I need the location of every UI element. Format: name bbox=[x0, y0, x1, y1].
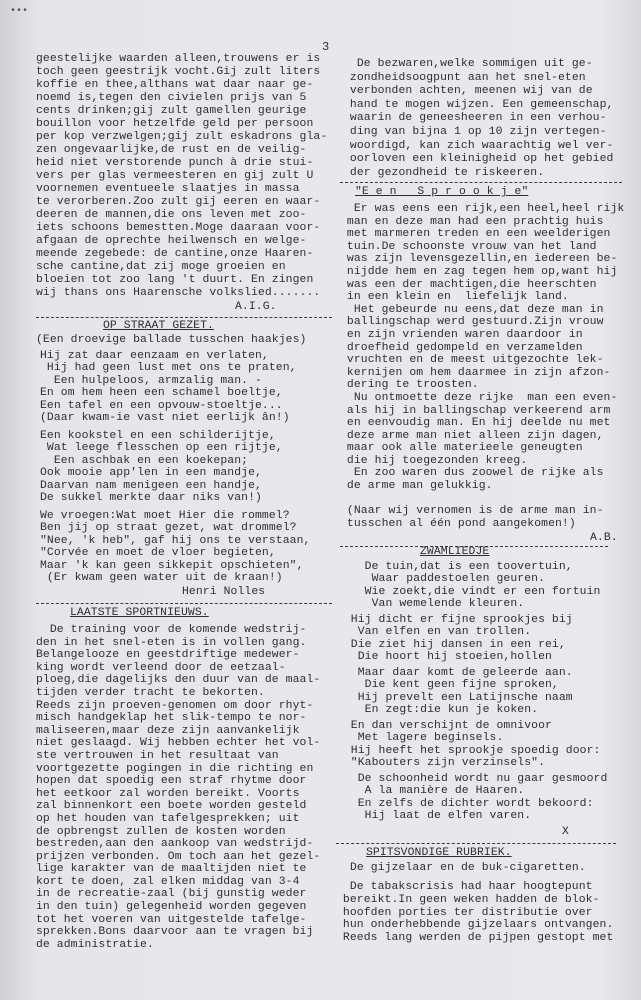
text-line: der gezondheid te riskeeren. bbox=[343, 166, 545, 179]
text-line: (Er kwam geen water uit de kraan!) bbox=[40, 572, 283, 585]
text-line: "Kabouters zijn verzinsels". bbox=[330, 757, 546, 770]
text-line: kernijen om hem daarmee in zijn afzon- bbox=[340, 366, 611, 379]
text-line: deze arme man niet alleen zijn dagen, bbox=[340, 429, 604, 442]
text-line: De tabakscrisis had haar hoogtepunt bbox=[336, 881, 593, 893]
poem-stanza-3 bbox=[40, 510, 310, 584]
text-line: Die ziet hij dansen in een rei, bbox=[330, 638, 566, 651]
story-text bbox=[340, 203, 624, 530]
text-line: En om hem heen een schamel boeltje, bbox=[40, 387, 283, 400]
text-line: voortgezette pogingen in die richting en bbox=[36, 762, 314, 775]
text-line: Daarvan nam menigeen een handje, bbox=[40, 479, 262, 492]
zwamliedje-title: ZWAMLIEDJE bbox=[420, 546, 490, 558]
text-line: man en deze man had een prachtig huis bbox=[340, 215, 604, 228]
divider bbox=[36, 603, 332, 604]
text-line: in een klein en liefelijk land. bbox=[340, 291, 569, 304]
text-line: bloeien tot zoo lang 't duurt. En zingen bbox=[36, 274, 314, 286]
text-line: Reeds zijn proeven-genomen om door rhyt- bbox=[36, 699, 314, 712]
poem-author: Henri Nolles bbox=[182, 586, 266, 598]
left-intro-text bbox=[36, 53, 327, 300]
text-line: de administratie. bbox=[36, 938, 154, 951]
text-line: lige karakter van de maaltijden niet te bbox=[36, 863, 307, 876]
text-line: Een aschbak en een koekepan; bbox=[40, 454, 249, 467]
text-line: Hij zat daar eenzaam en verlaten, bbox=[40, 350, 269, 362]
text-line: op het houden van tafelgesprekken; uit bbox=[36, 812, 300, 825]
zwamliedje-stanza-1 bbox=[330, 561, 600, 611]
text-line: Die hoort hij stoeien,hollen bbox=[330, 651, 552, 664]
text-line: Van elfen en van trollen. bbox=[330, 626, 532, 639]
text-line: droefheid gedompeld en verzamelden bbox=[340, 341, 583, 354]
text-line: iets schoons bemestten.Moge daaraan voor- bbox=[36, 222, 321, 234]
text-line: Met lagere beginsels. bbox=[330, 732, 504, 745]
poem-subtitle: (Een droevige ballade tusschen haakjes) bbox=[36, 334, 307, 346]
text-line: Ben jij op straat gezet, wat drommel? bbox=[40, 522, 297, 535]
text-line: Belangelooze en geestdriftige medewer- bbox=[36, 649, 300, 662]
text-line: De training voor de komende wedstrij- bbox=[36, 624, 307, 636]
text-line: maliseeren,maar deze zijn aanvankelijk bbox=[36, 724, 300, 737]
text-line: (Daar kwam-ie vast niet eerlijk ân!) bbox=[40, 412, 290, 425]
text-line: tot het voeren van uitgestelde tafelge- bbox=[36, 913, 307, 926]
text-line: toch geen geestrijk vocht.Gij zult liters bbox=[36, 66, 321, 78]
text-line: afgaan de oprechte heilwensch en welge- bbox=[36, 235, 307, 247]
text-line: En dan verschijnt de omnivoor bbox=[330, 720, 552, 732]
text-line: Er was eens een rijk,een heel,heel rijk bbox=[340, 203, 625, 215]
text-line: Hij laat de elfen varen. bbox=[330, 810, 532, 823]
text-line: noemd is,tegen den civielen prijs van 5 bbox=[36, 92, 307, 104]
text-line: sprekken.Bons daarvoor aan te vragen bij bbox=[36, 926, 314, 939]
text-line: We vroegen:Wat moet Hier die rommel? bbox=[40, 510, 290, 522]
text-line: Hij had geen lust met ons te praten, bbox=[40, 362, 297, 375]
divider bbox=[36, 317, 332, 318]
sport-title: LAATSTE SPORTNIEUWS. bbox=[70, 607, 209, 619]
text-line: het eetkoor zal worden bereikt. Voorts bbox=[36, 787, 300, 800]
text-line: nijdde hem en zag tegen hem op,want hij bbox=[340, 265, 618, 278]
text-line: bouillon voor hetzelfde geld per persoon bbox=[36, 118, 314, 130]
text-line: sche cantine,dat zij moge groeien en bbox=[36, 261, 286, 273]
text-line: tuin.De schoonste vrouw van het land bbox=[340, 240, 597, 253]
text-line: zen ongevaarlijke,de rust en de veilig- bbox=[36, 144, 307, 156]
text-line: waarin de geneesheeren in een verhou- bbox=[343, 112, 607, 125]
text-line: cents drinken;gij zult gamellen geurige bbox=[36, 105, 307, 117]
text-line: niet geslaagd. Wij hebben echter het vol- bbox=[36, 737, 321, 750]
text-line: hun onderhebbende gijzelaars ontvangen. bbox=[336, 919, 614, 932]
text-line: Een kookstel en een schilderijtje, bbox=[40, 430, 276, 442]
divider bbox=[336, 843, 616, 844]
text-line: ploeg,die dagelijks den duur van de maal- bbox=[36, 674, 321, 687]
text-line: Ook mooie app'len in een mandje, bbox=[40, 467, 262, 480]
text-line: Reeds lang werden de pijpen gestopt met bbox=[336, 932, 614, 945]
sport-text bbox=[36, 624, 320, 951]
text-line: te verorberen.Zoo zult gij eeren en waar- bbox=[36, 196, 321, 208]
text-line: heid niet verstorende punch à drie stui- bbox=[36, 157, 314, 169]
text-line: misch handgeklap het slik-tempo te nor- bbox=[36, 712, 307, 725]
text-line: en eenvoudig man. En hij deelde nu met bbox=[340, 417, 611, 430]
text-line: met marmeren treden en een weelderigen bbox=[340, 228, 611, 241]
text-line: vruchten en de meest uitgezochte lek- bbox=[340, 354, 604, 367]
text-line: vers per glas vermeesteren en gij zult U bbox=[36, 170, 314, 182]
story-signature: A.B. bbox=[590, 532, 618, 544]
text-line: tijden verder tracht te bekorten. bbox=[36, 686, 265, 699]
text-line: Hij dicht er fijne sprookjes bij bbox=[330, 614, 573, 626]
story-title: "E e n S p r o o k j e" bbox=[355, 186, 529, 198]
text-line: Maar 'k kan geen sikkepit opschieten", bbox=[40, 559, 304, 572]
text-line: zal binnenkort een boete worden gesteld bbox=[36, 800, 307, 813]
left-intro-signature: A.I.G. bbox=[235, 301, 277, 313]
text-line: Hij prevelt een Latijnsche naam bbox=[330, 691, 573, 704]
text-line: hoofden porties ter distributie over bbox=[336, 906, 593, 919]
text-line: Wie zoekt,die vindt er een fortuin bbox=[330, 585, 601, 598]
text-line: was zijn levensgezellin,en iedereen be- bbox=[340, 253, 618, 266]
text-line: Nu ontmoette deze rijke man een even- bbox=[340, 391, 618, 404]
rubriek-subtitle: De gijzelaar en de buk-cigaretten. bbox=[350, 862, 586, 874]
text-line: tusschen al één pond aangekomen!) bbox=[340, 517, 576, 530]
zwamliedje-stanza-2 bbox=[330, 614, 573, 664]
text-line: Van wemelende kleuren. bbox=[330, 598, 525, 611]
text-line: hand te mogen wijzen. Een gemeenschap, bbox=[343, 98, 614, 111]
rubriek-text bbox=[336, 881, 613, 945]
text-line: die hij toegezonden kreeg. bbox=[340, 454, 528, 467]
text-line: bestreden,aan den aankoop van wedstrijd- bbox=[36, 838, 314, 851]
zwamliedje-signature: X bbox=[562, 826, 569, 838]
text-line bbox=[340, 493, 624, 506]
text-line: Hij heeft het sprookje spoedig door: bbox=[330, 744, 601, 757]
zwamliedje-stanza-5 bbox=[330, 773, 607, 823]
text-line: den in het snel-eten is in vollen gang. bbox=[36, 636, 307, 649]
text-line: de opbrengst zullen de kosten worden bbox=[36, 825, 286, 838]
text-line: voornemen eventueele slaatjes in massa bbox=[36, 183, 300, 195]
text-line: hopen dat spoedig een straf rhytme door bbox=[36, 775, 307, 788]
corner-mark: ••• bbox=[10, 6, 29, 17]
text-line: kort te doen, zal elken middag van 3-4 bbox=[36, 875, 300, 888]
text-line: deeren de mannen,die ons leven met zoo- bbox=[36, 209, 307, 221]
text-line: bereikt.In geen weken hadden de blok- bbox=[336, 893, 600, 906]
poem-title: OP STRAAT GEZET. bbox=[103, 320, 214, 332]
text-line: Het gebeurde nu eens,dat deze man in bbox=[340, 303, 604, 316]
text-line: was een der machtigen,die heerschten bbox=[340, 278, 597, 291]
zwamliedje-stanza-4 bbox=[330, 720, 600, 770]
poem-stanza-1 bbox=[40, 350, 297, 424]
text-line: De sukkel merkte daar niks van!) bbox=[40, 492, 262, 505]
text-line: de arme man gelukkig. bbox=[340, 480, 493, 493]
text-line: king wordt verleend door de eetzaal- bbox=[36, 661, 286, 674]
text-line: En zoo waren dus zoowel de rijke als bbox=[340, 467, 604, 480]
rubriek-title: SPITSVONDIGE RUBRIEK. bbox=[366, 847, 512, 859]
text-line: ste vertrouwen in het resultaat van bbox=[36, 749, 279, 762]
right-intro-text bbox=[343, 58, 613, 180]
text-line: Waar paddestoelen geuren. bbox=[330, 573, 546, 586]
text-line: wij thans ons Haarensche volkslied....... bbox=[36, 287, 321, 299]
poem-stanza-2 bbox=[40, 430, 283, 504]
text-line: Een hulpeloos, armzalig man. - bbox=[40, 374, 262, 387]
text-line: geestelijke waarden alleen,trouwens er is bbox=[36, 53, 321, 65]
text-line: Wat leege flesschen op een rijtje, bbox=[40, 442, 283, 455]
text-line: verbonden achten, meenen wij van de bbox=[343, 85, 593, 98]
text-line: in den tuin) gelegenheid worden gegeven bbox=[36, 901, 307, 914]
text-line: En zegt:die kun je koken. bbox=[330, 704, 539, 717]
text-line: dering te troosten. bbox=[340, 379, 479, 392]
text-line: De bezwaren,welke sommigen uit ge- bbox=[343, 58, 593, 70]
text-line: "Nee, 'k heb", gaf hij ons te verstaan, bbox=[40, 534, 311, 547]
text-line: "Corvée en moet de vloer begieten, bbox=[40, 547, 276, 560]
text-line: oorloven een kleinigheid op het gebied bbox=[343, 153, 614, 166]
text-line: Maar daar komt de geleerde aan. bbox=[330, 667, 573, 679]
text-line: De tuin,dat is een toovertuin, bbox=[330, 561, 573, 573]
zwamliedje-stanza-3 bbox=[330, 667, 573, 717]
text-line: meende zegebede: de cantine,onze Haaren- bbox=[36, 248, 314, 260]
page-number: 3 bbox=[322, 40, 330, 54]
text-line: en zijn vrienden waren daardoor in bbox=[340, 328, 583, 341]
text-line: maar ook alle materieele geneugten bbox=[340, 442, 583, 455]
text-line: koffie en thee,althans wat daar naar ge- bbox=[36, 79, 314, 91]
text-line: Die kent geen fijne sproken, bbox=[330, 679, 559, 692]
text-line: zondheidsoogpunt aan het snel-eten bbox=[343, 71, 586, 84]
divider bbox=[340, 182, 622, 183]
text-line: A la manière de Haaren. bbox=[330, 785, 525, 798]
text-line: ballingschap werd gestuurd.Zijn vrouw bbox=[340, 316, 604, 329]
text-line: Een tafel en een opvouw-stoeltje... bbox=[40, 399, 283, 412]
text-line: per kop verzwelgen;gij zult eskadrons gla- bbox=[36, 131, 328, 143]
text-line: woordigd, kan zich waarachtig wel ver- bbox=[343, 139, 614, 152]
text-line: En zelfs de dichter wordt bekoord: bbox=[330, 797, 594, 810]
text-line: De schoonheid wordt nu gaar gesmoord bbox=[330, 773, 608, 785]
text-line: in de recreatie-zaal (bij gunstig weder bbox=[36, 888, 307, 901]
text-line: prijzen verbonden. Om toch aan het gezel- bbox=[36, 850, 321, 863]
text-line: (Naar wij vernomen is de arme man in- bbox=[340, 505, 604, 518]
text-line: als hij in ballingschap verkeerend arm bbox=[340, 404, 611, 417]
text-line: ding van bijna 1 op 10 zijn vertegen- bbox=[343, 125, 607, 138]
